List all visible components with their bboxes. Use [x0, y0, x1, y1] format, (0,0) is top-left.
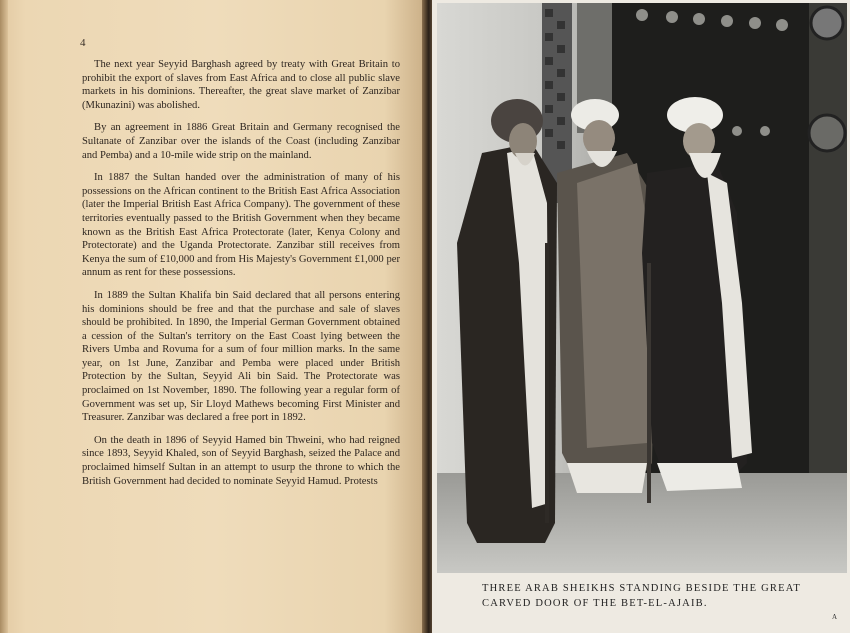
corner-mark: A [832, 613, 838, 621]
paragraph-2: By an agreement in 1886 Great Britain and Germany recognised the Sultanate of Zanzibar over the islands of the Coast (including Zanzibar and Pemba) and a 10-mile wide strip on the mainland. [82, 122, 400, 161]
paragraph-1: The next year Seyyid Barghash agreed by treaty with Great Britain to prohibit the export of slaves from East Africa and to close all public slave markets in his dominions. Thereafter, the great slave market of Zanzibar (Mkunazini) was abolished. [82, 59, 400, 111]
page-number: 4 [80, 37, 86, 49]
paragraph-3: In 1887 the Sultan handed over the administration of many of his possessions on the African continent to the British East Africa Association (later the Imperial British East Africa Company). The government of these territories eventually passed to the British Government when they became known as the British East Africa Protectorate (later, Kenya Colony and Protectorate) and the Uganda Protectorate. Zanzibar still receives from Kenya the sum of £10,000 and from His Majesty's Government £1,000 per annum as rent for these possessions. [82, 172, 400, 279]
photo-caption: THREE ARAB SHEIKHS STANDING BESIDE THE GREAT CARVED DOOR OF THE BET-EL-AJAIB. [482, 583, 801, 609]
body-text [82, 58, 400, 497]
paragraph-5: On the death in 1896 of Seyyid Hamed bin Thweini, who had reigned since 1893, Seyyid Khaled, son of Seyyid Barghash, seized the Palace and proclaimed himself Sultan in an attempt to usurp the throne to which the British Government had decided to nominate Seyyid Hamud. Protests [82, 434, 400, 487]
photograph-three-sheikhs [437, 3, 847, 573]
paragraph-4: In 1889 the Sultan Khalifa bin Said declared that all persons entering his dominions should be free and that the purchase and sale of slaves should be prohibited. In 1890, the Imperial German Government obtained a cession of the Sultan's territory on the East Coast lying between the Rivers Umba and Rovuma for a sum of four million marks. In the same year, on 1st June, Zanzibar and Pemba were placed under British Protection by the Sultan, Seyyid Ali bin Said. The Protectorate was proclaimed on 1st November, 1890. The following year a regular form of Government was set up, Sir Lloyd Mathews becoming First Minister and Treasurer. Zanzibar was declared a free port in 1892. [82, 289, 400, 424]
